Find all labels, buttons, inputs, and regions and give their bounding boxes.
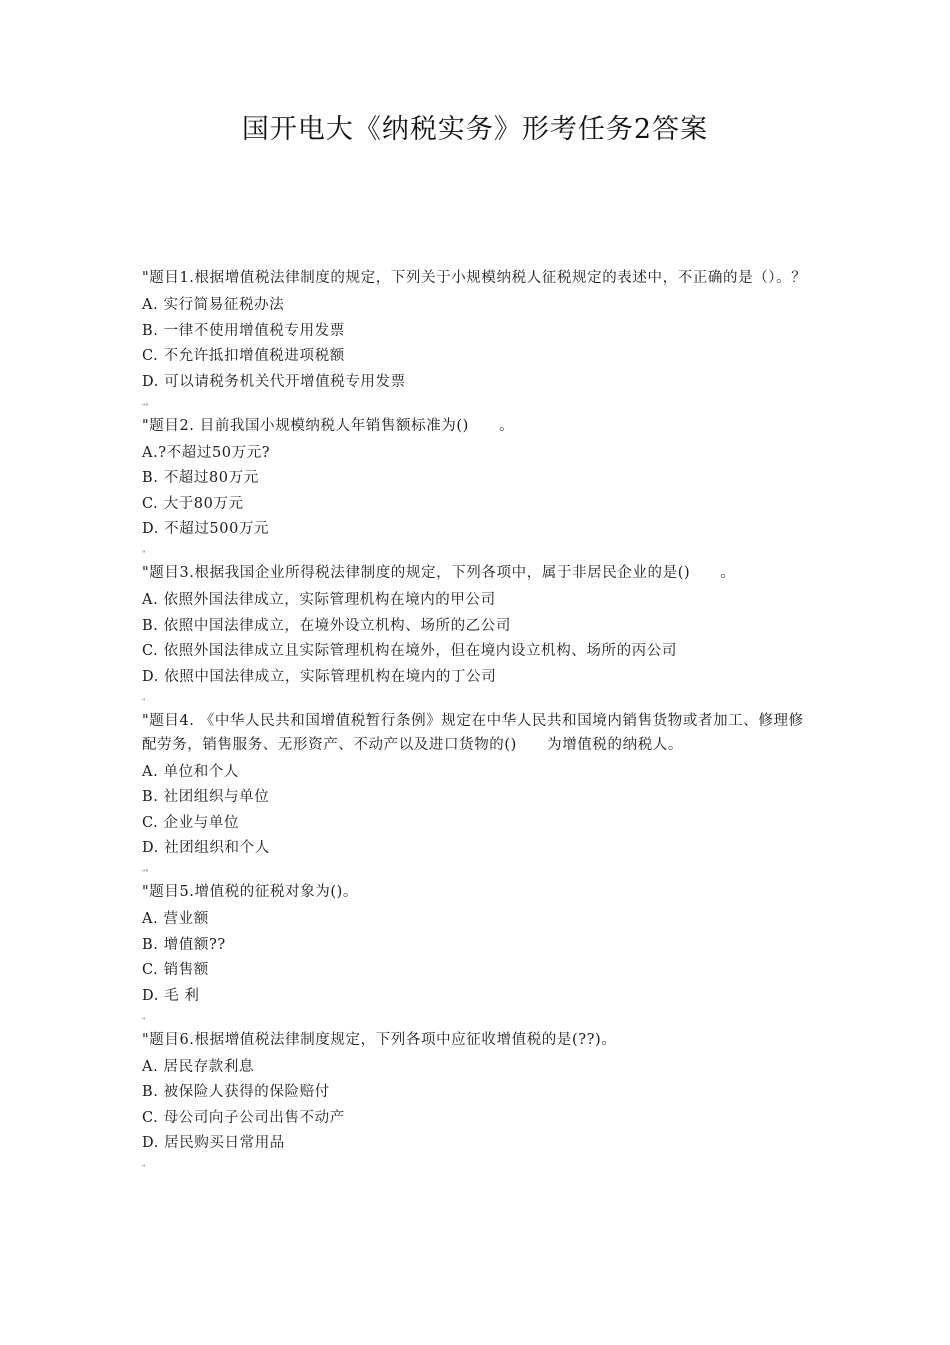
question-text: "题目5.增值税的征税对象为()。	[142, 884, 359, 900]
option-c: C. 依照外国法律成立且实际管理机构在境外，但在境内设立机构、场所的丙公司	[142, 643, 677, 659]
option-a: A. 居民存款利息	[142, 1058, 255, 1075]
separator-mark: "	[142, 550, 146, 558]
question-4	[142, 709, 812, 881]
question-text: "题目6.根据增值税法律制度规定，下列各项中应征收增值税的是(??)。	[142, 1031, 617, 1048]
option-a: A. 单位和个人	[142, 763, 239, 780]
option-c: C. 母公司向子公司出售不动产	[142, 1109, 345, 1126]
separator-mark: ""	[142, 869, 149, 877]
question-1	[142, 266, 812, 414]
option-a: A. 实行简易征税办法	[142, 297, 285, 313]
option-b: B. 不超过80万元	[142, 470, 259, 486]
separator-mark: "	[142, 1164, 146, 1172]
option-b: B. 社团组织与单位	[142, 789, 270, 805]
question-text: "题目3.根据我国企业所得税法律制度的规定，下列各项中，属于非居民企业的是() 。	[142, 565, 736, 581]
option-c: C. 销售额	[142, 962, 209, 978]
option-a: A. 依照外国法律成立，实际管理机构在境内的甲公司	[142, 592, 496, 608]
option-d: D. 居民购买日常用品	[142, 1135, 285, 1151]
option-b: B. 依照中国法律成立，在境外设立机构、场所的乙公司	[142, 617, 511, 634]
separator-mark: "	[142, 1016, 146, 1025]
question-text: "题目2. 目前我国小规模纳税人年销售额标准为() 。	[142, 417, 515, 434]
option-b: B. 一律不使用增值税专用发票	[142, 322, 345, 339]
question-6	[142, 1028, 812, 1176]
option-c: C. 企业与单位	[142, 814, 240, 831]
option-b: B. 被保险人获得的保险赔付	[142, 1084, 330, 1100]
option-d: D. 可以请税务机关代开增值税专用发票	[142, 373, 406, 390]
option-c: C. 大于80万元	[142, 495, 244, 512]
question-2	[142, 414, 812, 562]
option-d: D. 社团组织和个人	[142, 840, 270, 856]
option-b: B. 增值额??	[142, 936, 226, 953]
option-d: D. 不超过500万元	[142, 521, 270, 537]
question-3	[142, 561, 812, 709]
question-list	[142, 266, 812, 1175]
option-d: D. 毛 利	[142, 987, 200, 1004]
question-text: "题目1.根据增值税法律制度的规定，下列关于小规模纳税人征税规定的表述中，不正确的是（）。？	[142, 270, 807, 286]
page-title: 国开电大《纳税实务》形考任务2答案	[241, 114, 709, 145]
separator-mark: ""	[142, 402, 149, 411]
question-text: "题目4. 《中华人民共和国增值税暂行条例》规定在中华人民共和国境内销售货物或者加工、修理修配劳务，销售服务、无形资产、不动产以及进口货物的() 为增值税的纳税人。	[142, 712, 804, 753]
option-c: C. 不允许抵扣增值税进项税额	[142, 348, 345, 364]
option-a: A.?不超过50万元?	[142, 444, 271, 461]
option-a: A. 营业额	[142, 911, 209, 927]
question-5	[142, 880, 812, 1028]
separator-mark: "	[142, 697, 146, 706]
option-d: D. 依照中国法律成立，实际管理机构在境内的丁公司	[142, 668, 497, 685]
